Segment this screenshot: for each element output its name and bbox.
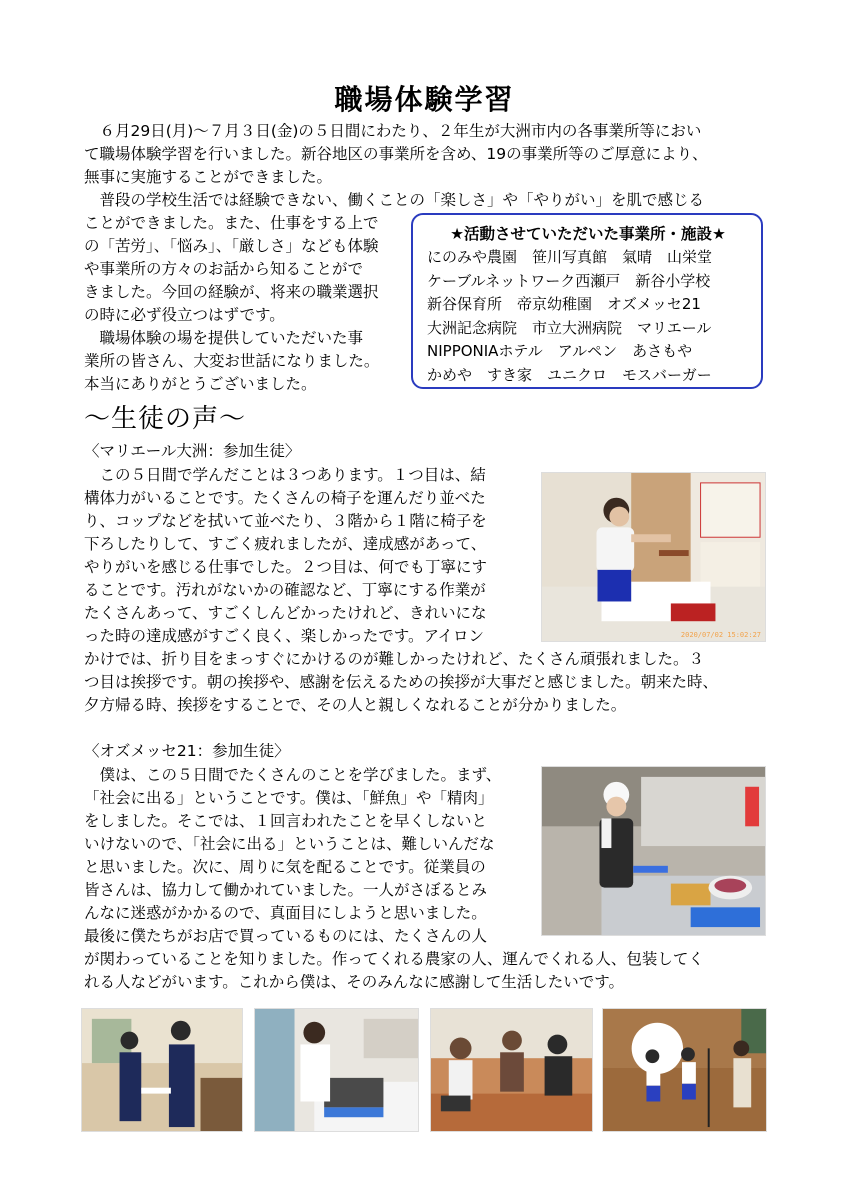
food-prep-photo-illustration bbox=[542, 767, 765, 935]
text-line: 職場体験の場を提供していただいた事 bbox=[84, 329, 364, 347]
text-line: や事業所の方々のお話から知ることがで bbox=[84, 260, 364, 278]
text-line: つ目は挨拶です。朝の挨拶や、感謝を伝えるための挨拶が大事だと感じました。朝来た時、 bbox=[84, 673, 718, 691]
text-line: 僕は、この５日間でたくさんのことを学びました。まず、 bbox=[84, 766, 502, 784]
facilities-box-title: ★活動させていただいた事業所・施設★ bbox=[450, 225, 726, 243]
text-line: やりがいを感じる仕事でした。２つ目は、何でも丁寧にす bbox=[84, 558, 488, 576]
restaurant-photo bbox=[81, 1008, 243, 1132]
facilities-line: 新谷保育所 帝京幼稚園 オズメッセ21 bbox=[427, 295, 701, 314]
text-line: たくさんあって、すごくしんどかったけれど、きれいにな bbox=[84, 604, 487, 622]
store-photo bbox=[254, 1008, 419, 1132]
photo-timestamp: 2020/07/02 15:02:27 bbox=[680, 631, 761, 639]
ironing-photo-illustration bbox=[542, 473, 765, 641]
text-line: 構体力がいることです。たくさんの椅子を運んだり並べた bbox=[84, 489, 486, 507]
facilities-line: NIPPONIAホテル アルペン あさもや bbox=[427, 342, 693, 361]
text-line: この５日間で学んだことは３つあります。１つ目は、結 bbox=[84, 466, 486, 484]
text-line: ることです。汚れがないかの確認など、丁寧にする作業が bbox=[84, 581, 486, 599]
store-photo-illustration bbox=[255, 1009, 418, 1131]
facilities-line: ケーブルネットワーク西瀬戸 新谷小学校 bbox=[427, 271, 711, 290]
text-line: と思いました。次に、周りに気を配ることです。従業員の bbox=[84, 858, 486, 876]
facilities-box bbox=[411, 213, 763, 389]
text-line: った時の達成感がすごく良く、楽しかったです。アイロン bbox=[84, 627, 485, 645]
facilities-line: かめや すき家 ユニクロ モスバーガー bbox=[427, 365, 712, 384]
text-line: んなに迷惑がかかるので、真面目にしようと思いました。 bbox=[84, 904, 487, 922]
student-1-label: 〈マリエール大洲：参加生徒〉 bbox=[84, 442, 301, 460]
facilities-line: にのみや農園 笹川写真館 氣晴 山栄堂 bbox=[427, 248, 713, 266]
studio-photo-illustration bbox=[603, 1009, 766, 1131]
text-line: 無事に実施することができました。 bbox=[84, 168, 333, 186]
cafe-photo bbox=[430, 1008, 593, 1132]
section-title: ～生徒の声～ bbox=[84, 404, 247, 434]
text-line: ６月29日(月)～７月３日(金)の５日間にわたり、２年生が大洲市内の各事業所等におい bbox=[84, 122, 702, 140]
text-line: 普段の学校生活では経験できない、働くことの「楽しさ」や「やりがい」を肌で感じる bbox=[84, 191, 705, 209]
text-line: 「社会に出る」ということです。僕は、「鮮魚」や「精肉」 bbox=[84, 789, 494, 807]
student-1-text bbox=[84, 464, 534, 648]
text-line: れる人などがいます。これから僕は、そのみんなに感謝して生活したいです。 bbox=[84, 973, 625, 991]
text-line: 本当にありがとうございました。 bbox=[84, 375, 317, 393]
student-2-text bbox=[84, 764, 534, 948]
restaurant-photo-illustration bbox=[82, 1009, 242, 1131]
text-line: り、コップなどを拭いて並べたり、３階から１階に椅子を bbox=[84, 512, 487, 530]
text-line: 業所の皆さん、大変お世話になりました。 bbox=[84, 352, 380, 370]
text-line: きました。今回の経験が、将来の職業選択 bbox=[84, 283, 379, 301]
text-line: が関わっていることを知りました。作ってくれる農家の人、運んでくれる人、包装してく bbox=[84, 950, 704, 968]
text-line: て職場体験学習を行いました。新谷地区の事業所を含め、19の事業所等のご厚意により、 bbox=[84, 145, 708, 163]
text-line: をしました。そこでは、１回言われたことを早くしないと bbox=[84, 812, 488, 830]
text-line: かけでは、折り目をまっすぐにかけるのが難しかったけれど、たくさん頑張れました。３ bbox=[84, 650, 705, 668]
ironing-photo bbox=[541, 472, 766, 642]
intro-left-column bbox=[84, 212, 409, 396]
studio-photo bbox=[602, 1008, 767, 1132]
text-line: ことができました。また、仕事をする上で bbox=[84, 214, 379, 232]
food-prep-photo bbox=[541, 766, 766, 936]
cafe-photo-illustration bbox=[431, 1009, 592, 1131]
text-line: 夕方帰る時、挨拶をすることで、その人と親しくなれることが分かりました。 bbox=[84, 696, 627, 714]
text-line: 皆さんは、協力して働かれていました。一人がさぼるとみ bbox=[84, 881, 488, 899]
page-title: 職場体験学習 bbox=[334, 83, 515, 116]
student-2-text-full bbox=[84, 948, 774, 994]
text-line: 下ろしたりして、すごく疲れましたが、達成感があって、 bbox=[84, 535, 487, 553]
text-line: いけないので、「社会に出る」ということは、難しいんだな bbox=[84, 835, 495, 853]
text-line: の時に必ず役立つはずです。 bbox=[84, 306, 285, 324]
student-2-label: 〈オズメッセ21：参加生徒〉 bbox=[84, 742, 290, 760]
text-line: の「苦労」、「悩み」、「厳しさ」なども体験 bbox=[84, 237, 379, 255]
facilities-line: 大洲記念病院 市立大洲病院 マリエール bbox=[427, 318, 712, 337]
text-line: 最後に僕たちがお店で買っているものには、たくさんの人 bbox=[84, 927, 488, 945]
student-1-text-full bbox=[84, 648, 774, 717]
intro-paragraph bbox=[84, 120, 774, 212]
